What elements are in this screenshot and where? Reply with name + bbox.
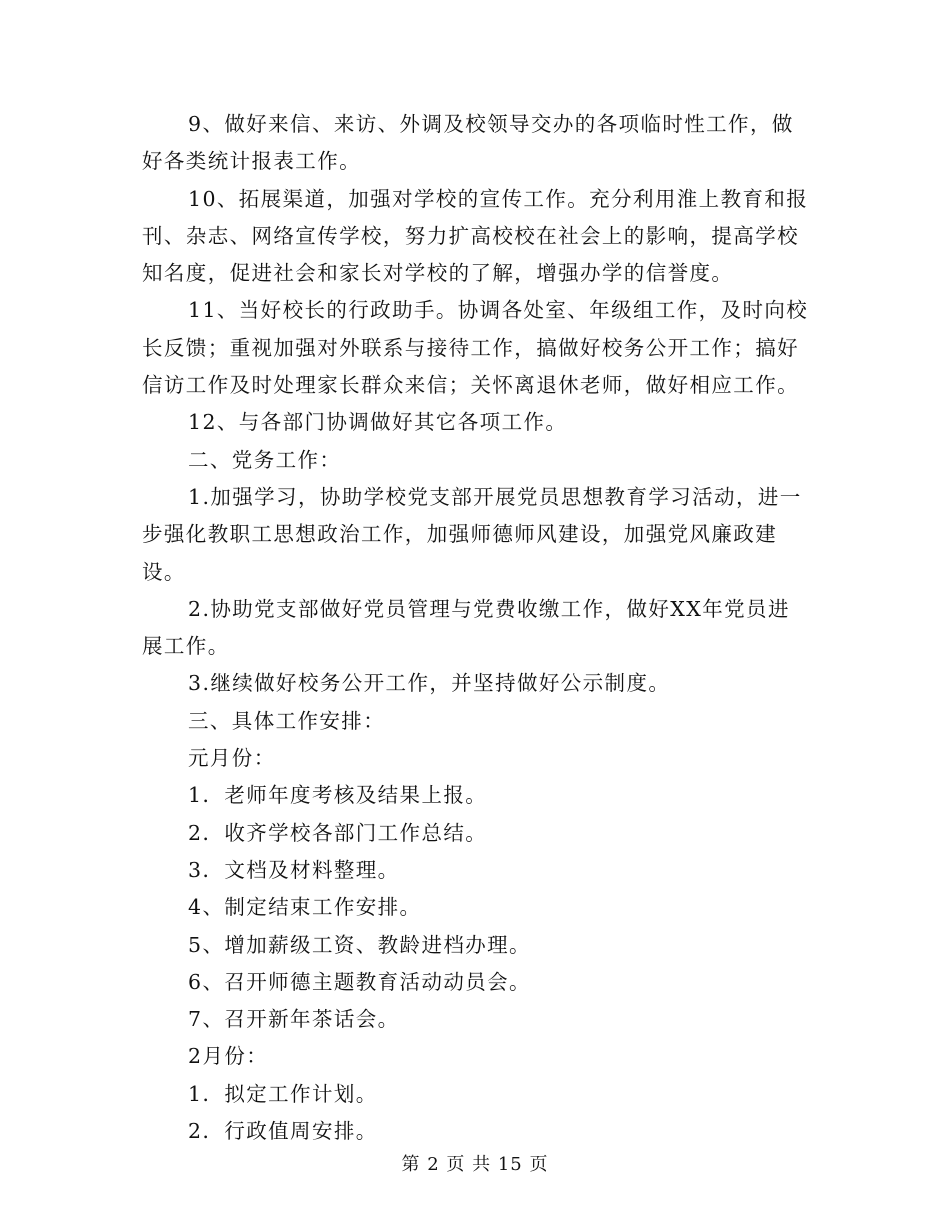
january-item-2: 2．收齐学校各部门工作总结。 bbox=[188, 820, 488, 845]
january-item-1: 1．老师年度考核及结果上报。 bbox=[188, 783, 488, 808]
january-item-4: 4、制定结束工作安排。 bbox=[188, 895, 422, 920]
paragraph-item-9: 9、做好来信、来访、外调及校领导交办的各项临时性工作，做好各类统计报表工作。 bbox=[142, 112, 794, 174]
party-item-3: 3.继续做好校务公开工作，并坚持做好公示制度。 bbox=[188, 671, 671, 696]
february-item-1: 1．拟定工作计划。 bbox=[188, 1081, 378, 1106]
paragraph-item-12: 12、与各部门协调做好其它各项工作。 bbox=[188, 410, 568, 435]
section-heading-party-affairs: 二、党务工作： bbox=[188, 447, 342, 472]
party-item-1: 1.加强学习，协助学校党支部开展党员思想教育学习活动，进一步强化教职工思想政治工作，加强师德师风建设，加强党风廉政建设。 bbox=[142, 484, 802, 584]
month-heading-january: 元月份： bbox=[188, 746, 276, 771]
paragraph-item-10: 10、拓展渠道，加强对学校的宣传工作。充分利用淮上教育和报刊、杂志、网络宣传学校，努力扩高校校在社会上的影响，提高学校知名度，促进社会和家长对学校的了解，增强办学的信誉度。 bbox=[142, 186, 809, 286]
page-number-footer: 第 2 页 共 15 页 bbox=[401, 1154, 549, 1175]
february-item-2: 2．行政值周安排。 bbox=[188, 1119, 378, 1144]
month-heading-february: 2月份： bbox=[188, 1044, 269, 1069]
document-body bbox=[142, 106, 810, 1150]
january-item-5: 5、增加薪级工资、教龄进档办理。 bbox=[188, 932, 531, 957]
january-item-6: 6、召开师德主题教育活动动员会。 bbox=[188, 969, 531, 994]
party-item-2: 2.协助党支部做好党员管理与党费收缴工作，做好XX年党员进展工作。 bbox=[142, 596, 790, 659]
section-heading-schedule: 三、具体工作安排： bbox=[188, 708, 386, 733]
january-item-7: 7、召开新年茶话会。 bbox=[188, 1007, 400, 1032]
january-item-3: 3．文档及材料整理。 bbox=[188, 857, 400, 882]
paragraph-item-11: 11、当好校长的行政助手。协调各处室、年级组工作，及时向校长反馈；重视加强对外联系与接待工作，搞做好校务公开工作；搞好信访工作及时处理家长群众来信；关怀离退休老师，做好相应工作。 bbox=[142, 298, 809, 398]
